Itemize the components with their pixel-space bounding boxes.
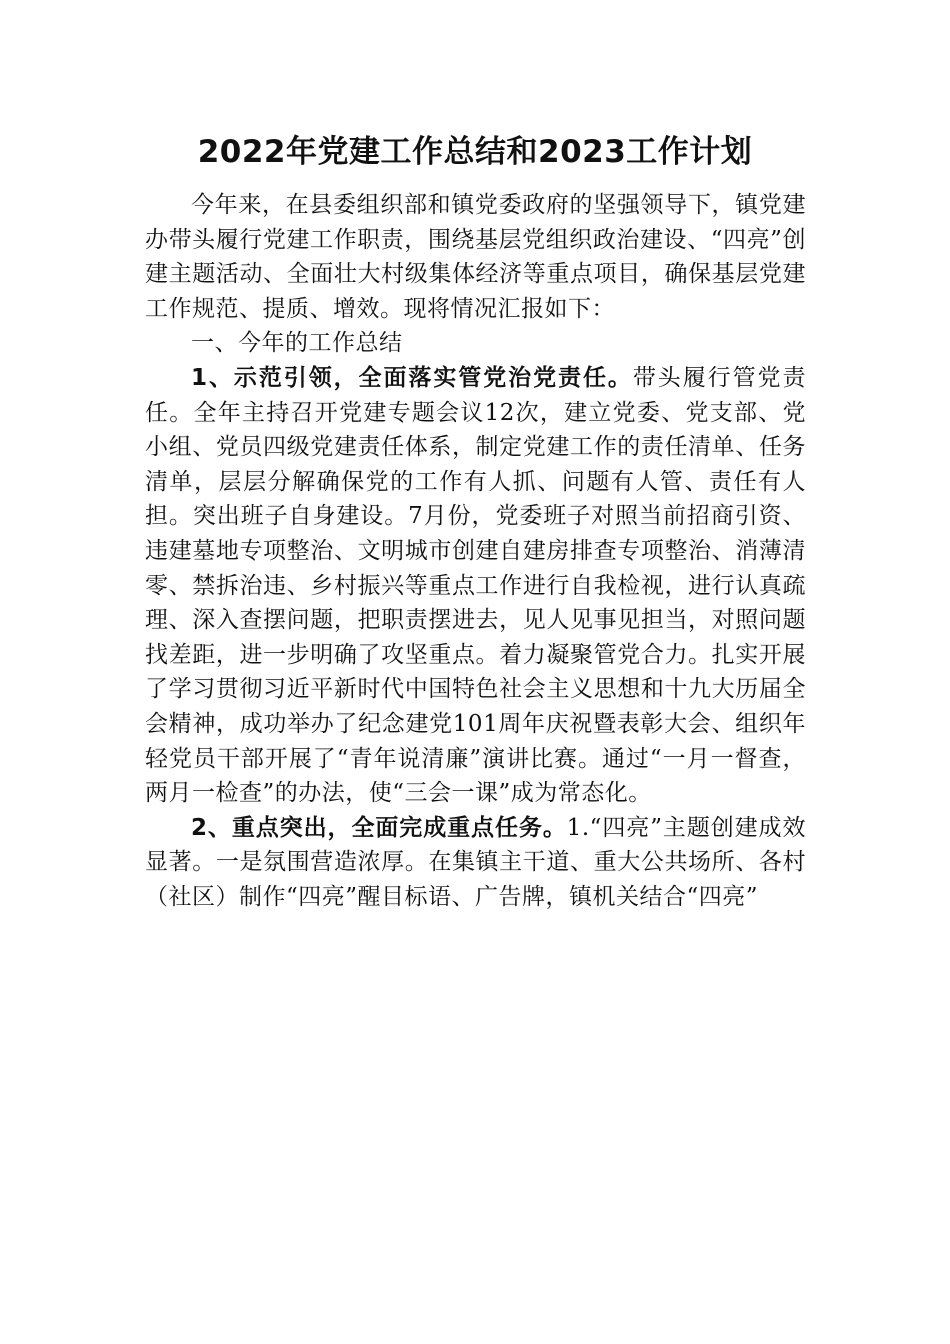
item-1-lead: 1、示范引领，全面落实管党治党责任。 bbox=[191, 364, 633, 391]
document-body bbox=[145, 188, 806, 914]
intro-paragraph: 今年来，在县委组织部和镇党委政府的坚强领导下，镇党建办带头履行党建工作职责，围绕基层党组织政治建设、“四亮”创建主题活动、全面壮大村级集体经济等重点项目，确保基层党建工作规范、提质、增效。现将情况汇报如下： bbox=[145, 192, 806, 322]
section-heading: 一、今年的工作总结 bbox=[191, 330, 403, 357]
item-1-paragraph bbox=[145, 361, 806, 811]
item-2-lead: 2、重点突出，全面完成重点任务。 bbox=[191, 814, 567, 841]
item-1-text: 带头履行管党责任。全年主持召开党建专题会议12次，建立党委、党支部、党小组、党员四级党建责任体系，制定党建工作的责任清单、任务清单，层层分解确保党的工作有人抓、问题有人管、责任有人担。突出班子自身建设。7月份，党委班子对照当前招商引资、违建墓地专项整治、文明城市创建自建房排查专项整治、消薄清零、禁拆治违、乡村振兴等重点工作进行自我检视，进行认真疏理、深入查摆问题，把职责摆进去，见人见事见担当，对照问题找差距，进一步明确了攻坚重点。着力凝聚管党合力。扎实开展了学习贯彻习近平新时代中国特色社会主义思想和十九大历届全会精神，成功举办了纪念建党101周年庆祝暨表彰大会、组织年轻党员干部开展了“青年说清廉”演讲比赛。通过“一月一督查，两月一检查”的办法，使“三会一课”成为常态化。 bbox=[145, 364, 806, 807]
item-2-paragraph bbox=[145, 811, 806, 915]
item-2-text: 1.“四亮”主题创建成效显著。一是氛围营造浓厚。在集镇主干道、重大公共场所、各村（社区）制作“四亮”醒目标语、广告牌，镇机关结合“四亮” bbox=[145, 814, 806, 910]
document-title: 2022年党建工作总结和2023工作计划 bbox=[197, 134, 753, 170]
